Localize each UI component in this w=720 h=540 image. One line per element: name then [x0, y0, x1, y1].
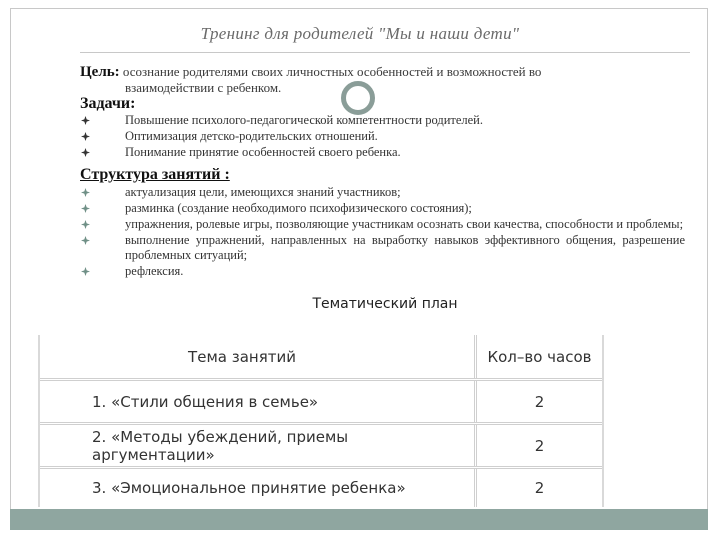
- row-hours: 2: [534, 392, 545, 411]
- row-topic: 1. «Стили общения в семье»: [40, 381, 477, 422]
- row-hours: 2: [534, 479, 545, 497]
- diamond-bullet-icon: [81, 148, 90, 157]
- task-text: Повышение психолого-педагогической компетентности родителей.: [125, 113, 484, 127]
- task-text: Понимание принятие особенностей своего ребенка.: [125, 145, 401, 159]
- goal-text-cont: взаимодействии с ребенком.: [125, 80, 282, 95]
- diamond-bullet-icon: [81, 132, 90, 141]
- table-row: [40, 469, 602, 507]
- list-item: [80, 185, 685, 200]
- tasks-heading: Задачи:: [80, 95, 136, 112]
- list-item: [80, 113, 685, 128]
- structure-text: рефлексия.: [125, 264, 184, 278]
- structure-text: актуализация цели, имеющихся знаний участников;: [125, 185, 401, 199]
- structure-text: выполнение упражнений, направленных на выработку навыков эффективного общения, разрешение проблемных ситуаций;: [125, 233, 685, 262]
- structure-heading: Структура занятий :: [80, 166, 230, 183]
- structure-text: упражнения, ролевые игры, позволяющие участникам осознать свои качества, способности и проблемы;: [125, 217, 684, 231]
- row-topic: 3. «Эмоциональное принятие ребенка»: [40, 469, 477, 507]
- diamond-bullet-icon: [81, 188, 90, 197]
- header-topic: Тема занятий: [40, 335, 477, 378]
- goal-label: Цель:: [80, 64, 120, 80]
- diamond-bullet-icon: [81, 204, 90, 213]
- goal-block: [80, 64, 690, 95]
- list-item: [80, 145, 685, 160]
- diamond-bullet-icon: [81, 236, 90, 245]
- table-row: [40, 381, 602, 425]
- table-row: [40, 425, 602, 469]
- diamond-bullet-icon: [81, 267, 90, 276]
- header-hours: Кол–во часов: [487, 347, 592, 366]
- table-header-row: [40, 335, 602, 381]
- goal-text: осознание родителями своих личностных особенностей и возможностей во: [119, 64, 542, 79]
- diamond-bullet-icon: [81, 220, 90, 229]
- ring-ornament-icon: [341, 81, 375, 115]
- row-topic: 2. «Методы убеждений, приемы аргументации»: [40, 425, 477, 466]
- list-item: [80, 264, 685, 279]
- slide-title: Тренинг для родителей "Мы и наши дети": [200, 24, 520, 43]
- list-item: [80, 233, 685, 263]
- plan-caption: Тематический план: [312, 296, 458, 312]
- plan-table: [38, 335, 604, 507]
- task-text: Оптимизация детско-родительских отношений.: [125, 129, 378, 143]
- structure-list: [80, 185, 685, 280]
- diamond-bullet-icon: [81, 116, 90, 125]
- list-item: [80, 201, 685, 216]
- tasks-list: [80, 113, 685, 161]
- list-item: [80, 217, 685, 232]
- footer-bar: [10, 509, 708, 530]
- list-item: [80, 129, 685, 144]
- header-divider: [80, 52, 690, 53]
- structure-text: разминка (создание необходимого психофизического состояния);: [125, 201, 472, 215]
- row-hours: 2: [534, 436, 545, 455]
